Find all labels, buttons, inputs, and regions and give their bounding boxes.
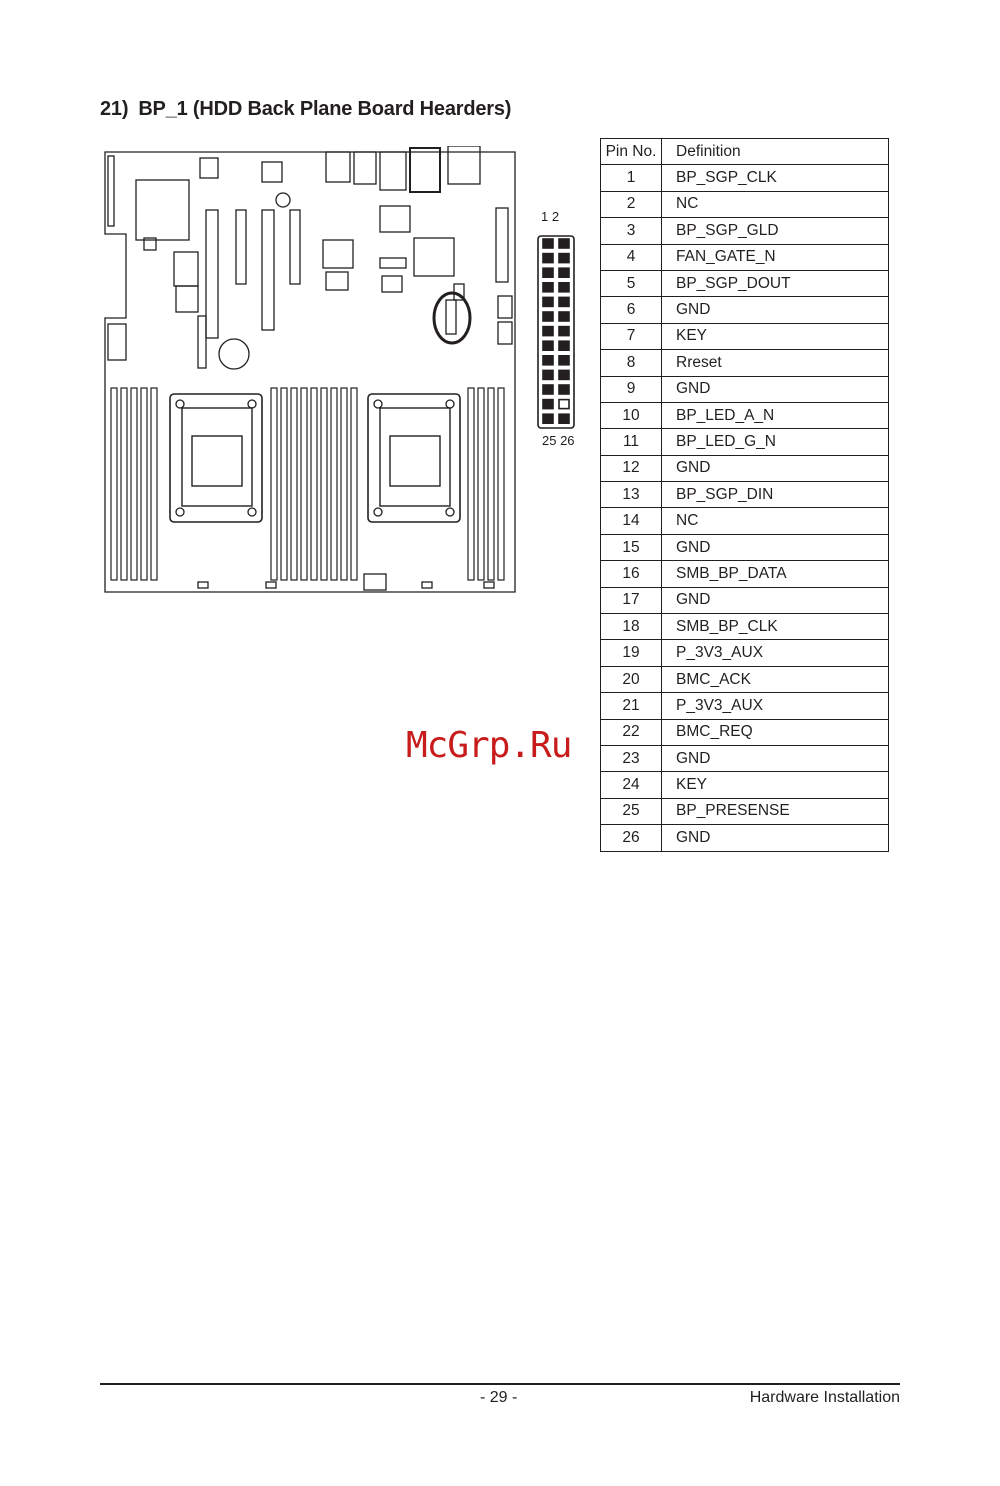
pin-definition-cell: NC [662,191,889,217]
pin-definition-cell: GND [662,745,889,771]
table-row [601,218,889,244]
header-pin [559,239,569,248]
header-pin [559,341,569,350]
pin-definition-cell: SMB_BP_DATA [662,561,889,587]
pin-definition-cell: KEY [662,772,889,798]
pin-definition-cell: GND [662,376,889,402]
table-row [601,191,889,217]
pin-number-cell: 22 [601,719,662,745]
table-row [601,482,889,508]
header-pin [559,400,569,409]
header-pin [559,327,569,336]
pin-number-cell: 21 [601,693,662,719]
table-row [601,772,889,798]
table-row [601,640,889,666]
table-row [601,244,889,270]
pin-number-cell: 10 [601,402,662,428]
pin-definition-cell: GND [662,587,889,613]
footer-divider [100,1383,900,1385]
table-row [601,587,889,613]
pin-definition-cell: P_3V3_AUX [662,640,889,666]
table-row [601,693,889,719]
connector-bottom-pin-label: 25 26 [542,433,575,448]
pin-definition-cell: NC [662,508,889,534]
pin-number-cell: 15 [601,534,662,560]
pin-number-cell: 8 [601,350,662,376]
table-row [601,561,889,587]
header-pin [559,297,569,306]
definition-header: Definition [662,139,889,165]
table-row [601,165,889,191]
pin-number-cell: 12 [601,455,662,481]
pin-definition-cell: P_3V3_AUX [662,693,889,719]
header-pin [559,312,569,321]
pin-number-cell: 3 [601,218,662,244]
pin-definition-cell: BMC_ACK [662,666,889,692]
table-row [601,534,889,560]
header-pin [559,268,569,277]
table-row [601,745,889,771]
pin-number-cell: 11 [601,429,662,455]
section-title: BP_1 (HDD Back Plane Board Hearders) [138,98,512,120]
motherboard-diagram [100,146,520,598]
pin-definition-cell: BP_SGP_DIN [662,482,889,508]
pin-number-cell: 4 [601,244,662,270]
pin-definition-cell: KEY [662,323,889,349]
pin-number-cell: 18 [601,614,662,640]
pin-definition-cell: GND [662,455,889,481]
header-pin [559,283,569,292]
pin-definition-cell: BP_SGP_CLK [662,165,889,191]
pin-number-cell: 19 [601,640,662,666]
pin-definition-cell: FAN_GATE_N [662,244,889,270]
header-pin [559,370,569,379]
header-pin [559,254,569,263]
header-pin [543,239,553,248]
pin-definition-cell: BP_SGP_DOUT [662,270,889,296]
header-pin [543,414,553,423]
header-pin [543,297,553,306]
pin-number-cell: 17 [601,587,662,613]
pin-number-cell: 16 [601,561,662,587]
header-pin [543,268,553,277]
pin-definition-table [600,138,889,852]
table-row [601,614,889,640]
pin-number-cell: 23 [601,745,662,771]
table-row [601,719,889,745]
pin-number-header: Pin No. [601,139,662,165]
header-pin [543,400,553,409]
header-pin [543,370,553,379]
table-row [601,402,889,428]
watermark: McGrp.Ru [406,725,572,766]
section-number: 21) [100,98,129,120]
header-pin [543,254,553,263]
pin-number-cell: 24 [601,772,662,798]
pin-number-cell: 26 [601,825,662,851]
pin-number-cell: 25 [601,798,662,824]
table-row [601,323,889,349]
header-pin [543,341,553,350]
table-row [601,798,889,824]
table-row [601,825,889,851]
connector-top-pin-label: 1 2 [541,209,560,224]
pin-definition-cell: Rreset [662,350,889,376]
table-row [601,350,889,376]
table-row [601,376,889,402]
header-pin [543,385,553,394]
header-pin [559,385,569,394]
table-row [601,297,889,323]
table-row [601,429,889,455]
header-pin [559,414,569,423]
pin-definition-cell: BP_LED_A_N [662,402,889,428]
pin-number-cell: 5 [601,270,662,296]
pin-definition-cell: BMC_REQ [662,719,889,745]
footer-section-name: Hardware Installation [749,1389,900,1406]
header-pin [543,283,553,292]
pin-number-cell: 9 [601,376,662,402]
table-row [601,508,889,534]
pin-number-cell: 20 [601,666,662,692]
pin-definition-cell: SMB_BP_CLK [662,614,889,640]
pin-definition-cell: GND [662,534,889,560]
pin-definition-cell: GND [662,297,889,323]
section-heading [100,98,511,121]
pin-number-cell: 1 [601,165,662,191]
pin-number-cell: 6 [601,297,662,323]
pin-number-cell: 13 [601,482,662,508]
pin-number-cell: 14 [601,508,662,534]
table-header-row [601,139,889,165]
pin-definition-cell: BP_SGP_GLD [662,218,889,244]
page-number: - 29 - [480,1389,518,1406]
header-pin [543,327,553,336]
table-row [601,455,889,481]
table-row [601,666,889,692]
header-pin [543,312,553,321]
bp1-header-pin-diagram [536,234,582,430]
pin-definition-cell: BP_LED_G_N [662,429,889,455]
pin-number-cell: 2 [601,191,662,217]
header-pin [559,356,569,365]
pin-number-cell: 7 [601,323,662,349]
header-pin [543,356,553,365]
pin-definition-cell: BP_PRESENSE [662,798,889,824]
table-row [601,270,889,296]
pin-definition-cell: GND [662,825,889,851]
